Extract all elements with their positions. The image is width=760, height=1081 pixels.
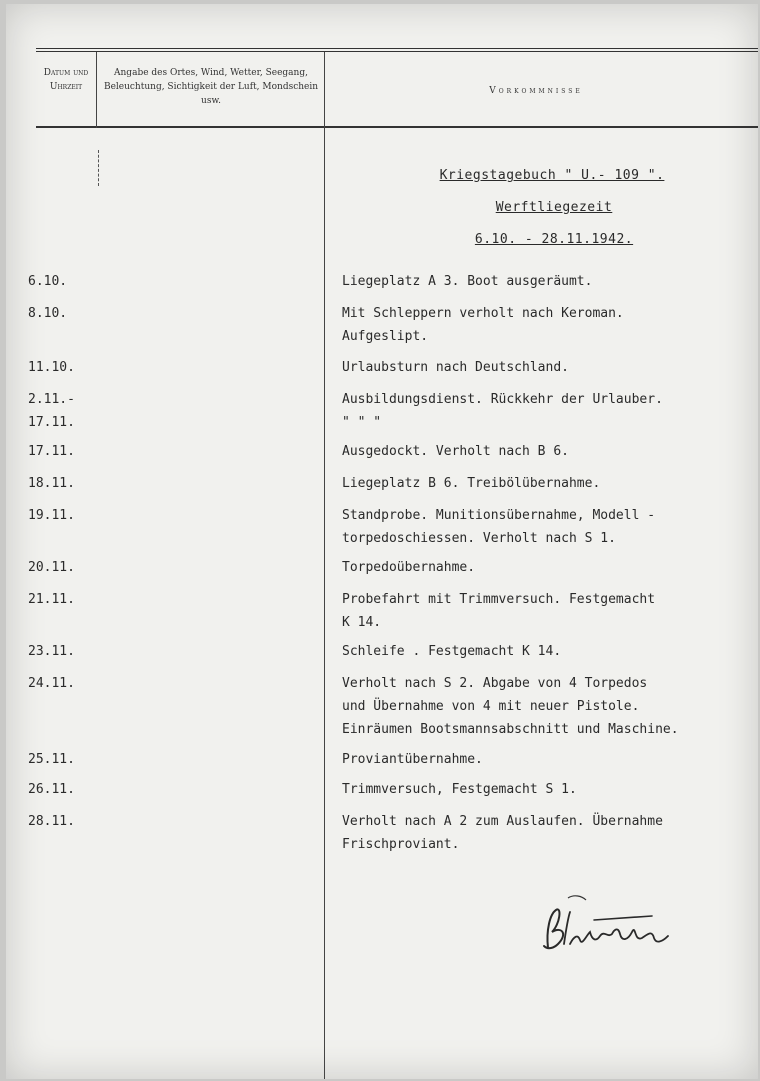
header-place-column: Angabe des Ortes, Wind, Wetter, Seegang, Beleuchtung, Sichtigkeit der Luft, Mondschein usw. xyxy=(103,68,319,106)
logbook-page xyxy=(6,4,758,1079)
entry-date: 21.11. xyxy=(28,592,75,607)
entry-text: Ausbildungsdienst. Rückkehr der Urlauber. " " " xyxy=(342,392,663,430)
entry-date: 17.11. xyxy=(28,444,75,459)
header-events-column: Vorkommnisse xyxy=(489,86,583,96)
entry-date: 20.11. xyxy=(28,560,75,575)
column-divider-date xyxy=(96,52,97,128)
entry-text: Trimmversuch, Festgemacht S 1. xyxy=(342,782,577,797)
header-bottom-rule xyxy=(36,126,758,128)
entry-text: Urlaubsturn nach Deutschland. xyxy=(342,360,569,375)
entry-text: Verholt nach A 2 zum Auslaufen. Übernahme Frischproviant. xyxy=(342,814,663,852)
entry-text: Probefahrt mit Trimmversuch. Festgemacht K 14. xyxy=(342,592,656,630)
header-top-rule xyxy=(36,48,758,52)
entry-date: 18.11. xyxy=(28,476,75,491)
entry-date: 24.11. xyxy=(28,676,75,691)
log-subtitle: Werftliegezeit xyxy=(495,200,613,215)
entry-date: 23.11. xyxy=(28,644,75,659)
entry-date: 11.10. xyxy=(28,360,75,375)
column-divider-date-faint xyxy=(98,150,99,186)
entry-text: Proviantübernahme. xyxy=(342,752,483,767)
entry-text: Liegeplatz B 6. Treibölübernahme. xyxy=(342,476,601,491)
log-date-range: 6.10. - 28.11.1942. xyxy=(474,232,634,247)
entry-date: 19.11. xyxy=(28,508,75,523)
handwritten-signature xyxy=(534,890,674,960)
entry-date: 28.11. xyxy=(28,814,75,829)
column-divider-events xyxy=(324,52,325,1079)
log-title: Kriegstagebuch " U.- 109 ". xyxy=(439,168,665,183)
entry-date: 26.11. xyxy=(28,782,75,797)
entry-text: Mit Schleppern verholt nach Keroman. Aufgeslipt. xyxy=(342,306,624,344)
entry-date: 25.11. xyxy=(28,752,75,767)
entry-text: Torpedoübernahme. xyxy=(342,560,476,575)
entry-date: 6.10. xyxy=(28,274,68,289)
entry-date: 8.10. xyxy=(28,306,68,321)
entry-text: Schleife . Festgemacht K 14. xyxy=(342,644,562,659)
entry-date: 2.11.- 17.11. xyxy=(28,392,75,430)
entry-text: Ausgedockt. Verholt nach B 6. xyxy=(342,444,569,459)
header-date-column: Datum und Uhrzeit xyxy=(43,68,89,92)
entry-text: Liegeplatz A 3. Boot ausgeräumt. xyxy=(342,274,593,289)
entry-text: Verholt nach S 2. Abgabe von 4 Torpedos und Übernahme von 4 mit neuer Pistole. Einräumen Bootsmannsabschnitt und Maschine. xyxy=(342,676,679,737)
entry-text: Standprobe. Munitionsübernahme, Modell - torpedoschiessen. Verholt nach S 1. xyxy=(342,508,656,546)
